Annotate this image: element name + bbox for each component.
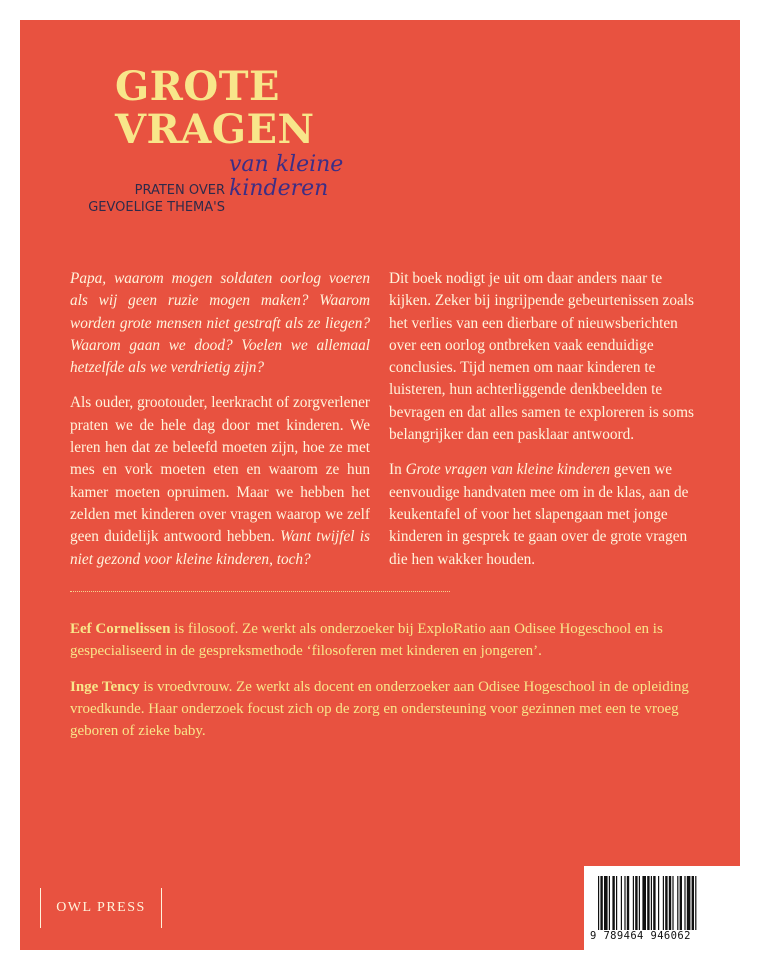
barcode-bar [639,876,640,930]
barcode-bar [647,876,649,930]
blurb-paragraph-4-pre: In [389,461,402,479]
barcode-bar [651,876,652,930]
blurb-right-column [389,268,695,584]
dotted-divider [70,591,450,592]
subtitle [88,182,225,216]
barcode-bar [635,876,637,930]
title-line-1: GROTE [115,63,280,110]
barcode [584,866,740,950]
barcode-bar [663,876,664,930]
blurb-paragraph-2-text: Als ouder, grootouder, leerkracht of zorgverlener praten we de hele dag door met kinderen. We leren hen dat ze beleefd moeten zijn, hoe ze met mes en vork moeten eten en waarom ze hun kamer moeten opruimen. Maar we hebben het zelden met kinderen over vragen waarop we zelf geen duidelijk antwoord hebben. [70,394,370,546]
blurb-paragraph-3: Dit boek nodigt je uit om daar anders naar te kijken. Zeker bij ingrijpende gebeurtenissen zoals het verlies van een dierbare of nieuwsberichten over een oorlog ontbreken vaak eenduidige conclusies. Tijd nemen om naar kinderen te luisteren, hun achterliggende denkbeelden te bevragen en dat alles samen te exploreren is soms belangrijker dan een pasklaar antwoord. [389,270,694,444]
barcode-bar [600,876,602,930]
barcode-bar [665,876,667,930]
author-name-1: Eef Cornelissen [70,621,171,637]
book-title-italic: Grote vragen van kleine kinderen [405,461,611,479]
barcode-bar [680,876,682,930]
barcode-bar [692,876,694,930]
barcode-bar [633,876,634,930]
blurb-questions: Papa, waarom mogen soldaten oorlog voeren als wij geen ruzie mogen maken? Waarom worden grote mensen niet gestraft als ze liegen? Waarom gaan we dood? Voelen we allemaal hetzelfde als we verdrietig zijn? [70,270,370,377]
script-title [229,153,343,201]
barcode-bars [598,876,728,930]
barcode-bar [598,876,599,930]
script-title-line-1: van kleine [229,152,344,177]
subtitle-line-1: PRATEN OVER [134,183,225,198]
barcode-bar [653,876,655,930]
author-bio-2 [70,676,710,742]
blurb-paragraph-4 [389,459,695,570]
blurb-left-column [70,268,370,584]
title-line-2: VRAGEN [115,106,315,153]
barcode-bar [624,876,625,930]
barcode-bar [695,876,696,930]
barcode-bar [616,876,617,930]
barcode-bar [604,876,608,930]
author-bio-1 [70,618,710,662]
barcode-bar [684,876,685,930]
barcode-bar [627,876,629,930]
blurb-paragraph-2-italic: Want twijfel is niet gezond voor kleine kinderen, toch? [70,528,370,568]
author-name-2: Inge Tency [70,679,140,695]
blurb-paragraph-2 [70,392,370,570]
isbn-number: 9 789464 946062 [590,930,691,942]
barcode-bar [677,876,678,930]
author-bio-text-2: is vroedvrouw. Ze werkt als docent en onderzoeker aan Odisee Hogeschool in de opleiding vroedkunde. Haar onderzoek focust zich op de zorg en ondersteuning voor gezinnen met een te vroeg geboren of zieke baby. [70,679,689,739]
blurb-paragraph-4-post: geven we eenvoudige handvaten mee om in de klas, aan de keukentafel of voor het slapengaan met jonge kinderen in gesprek te gaan over de grote vragen die hen wakker houden. [389,461,689,568]
barcode-bar [621,876,622,930]
barcode-bar [612,876,614,930]
barcode-bar [658,876,659,930]
barcode-bar [669,876,671,930]
barcode-bar [672,876,673,930]
subtitle-line-2: GEVOELIGE THEMA'S [88,200,225,215]
publisher-logo: OWL PRESS [40,888,162,928]
barcode-bar [642,876,646,930]
barcode-bar [609,876,610,930]
author-bio-text-1: is filosoof. Ze werkt als onderzoeker bij ExploRatio aan Odisee Hogeschool en is gespecialiseerd in de gespreksmethode ‘filosoferen met kinderen en jongeren’. [70,621,663,659]
book-back-cover [20,20,740,950]
barcode-bar [687,876,691,930]
script-title-line-2: kinderen [229,176,329,201]
